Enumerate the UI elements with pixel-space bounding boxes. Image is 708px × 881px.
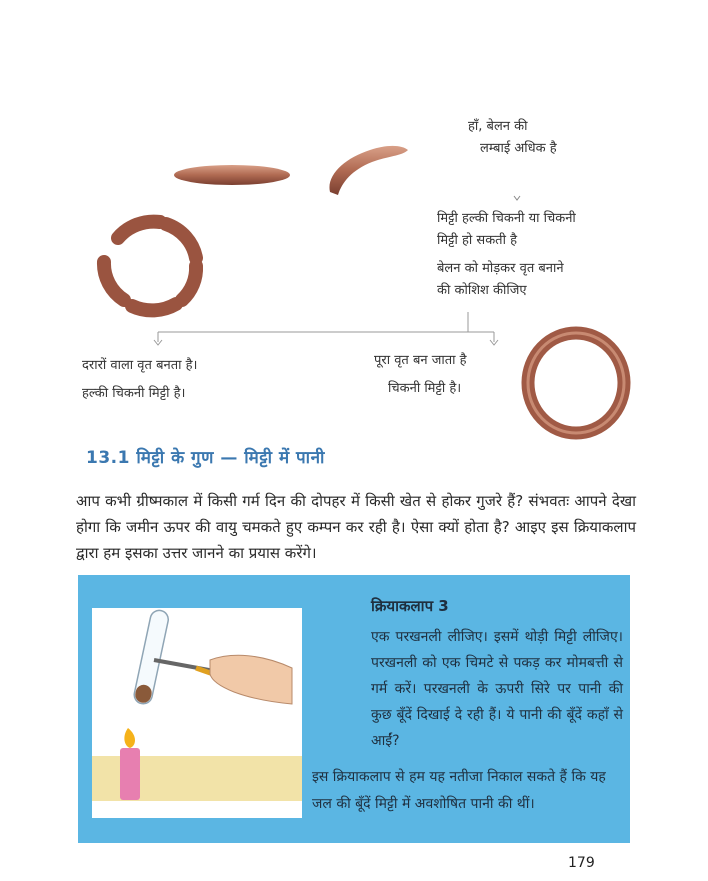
note-middle-line: मिट्टी हो सकती है [437,233,517,248]
activity-title: क्रियाकलाप 3 [371,597,449,615]
note-middle-line: की कोशिश कीजिए [437,283,527,298]
note-right-line: पूरा वृत बन जाता है [374,353,467,368]
note-top-line: लम्बाई अधिक है [480,141,557,156]
note-left-line: दरारों वाला वृत बनता है। [82,358,198,373]
note-right [374,350,514,400]
clay-roll-straight [174,165,290,185]
branch-lines [154,312,498,345]
activity-illustration [92,608,302,818]
note-middle-line: मिट्टी हल्की चिकनी या चिकनी [437,211,576,226]
section-paragraph: आप कभी ग्रीष्मकाल में किसी गर्म दिन की दोपहर में किसी खेत से होकर गुजरे हैं? संभवतः आपने देखा होगा कि जमीन ऊपर की वायु चमकते हुए कम्पन कर रही है। ऐसा क्यों होता है? आइए इस क्रियाकलाप द्वारा हम इसका उत्तर जानने का प्रयास करेंगे। [76,492,636,562]
arrow-down-icon [514,196,520,200]
note-middle-line: बेलन को मोड़कर वृत बनाने [437,261,564,276]
note-right-line: चिकनी मिट्टी है। [388,381,462,396]
note-top [468,116,618,160]
note-middle [437,208,667,302]
note-left-line: हल्की चिकनी मिट्टी है। [82,386,186,401]
clay-roll-bent [329,146,408,195]
candle-flame [124,728,135,748]
page-number: 179 [568,855,595,871]
test-tube-heating-illustration [92,608,302,818]
note-left [82,355,282,405]
candle [120,748,140,800]
hand [210,655,292,704]
note-top-line: हाँ, बेलन की [468,119,528,134]
clay-ring-cracked [104,222,196,311]
activity-conclusion: इस क्रियाकलाप से हम यह नतीजा निकाल सकते हैं कि यह जल की बूँदें मिट्टी में अवशोषित पानी की थीं। [312,769,606,812]
section-heading: 13.1 मिट्टी के गुण — मिट्टी में पानी [86,448,325,468]
activity-text: एक परखनली लीजिए। इसमें थोड़ी मिट्टी लीजिए। परखनली को एक चिमटे से पकड़ कर मोमबत्ती से गर्म करें। परखनली के ऊपरी सिरे पर पानी की कुछ बूँदें दिखाई दे रही हैं। ये पानी की बूँदें कहाँ से आईं? [371,629,623,749]
